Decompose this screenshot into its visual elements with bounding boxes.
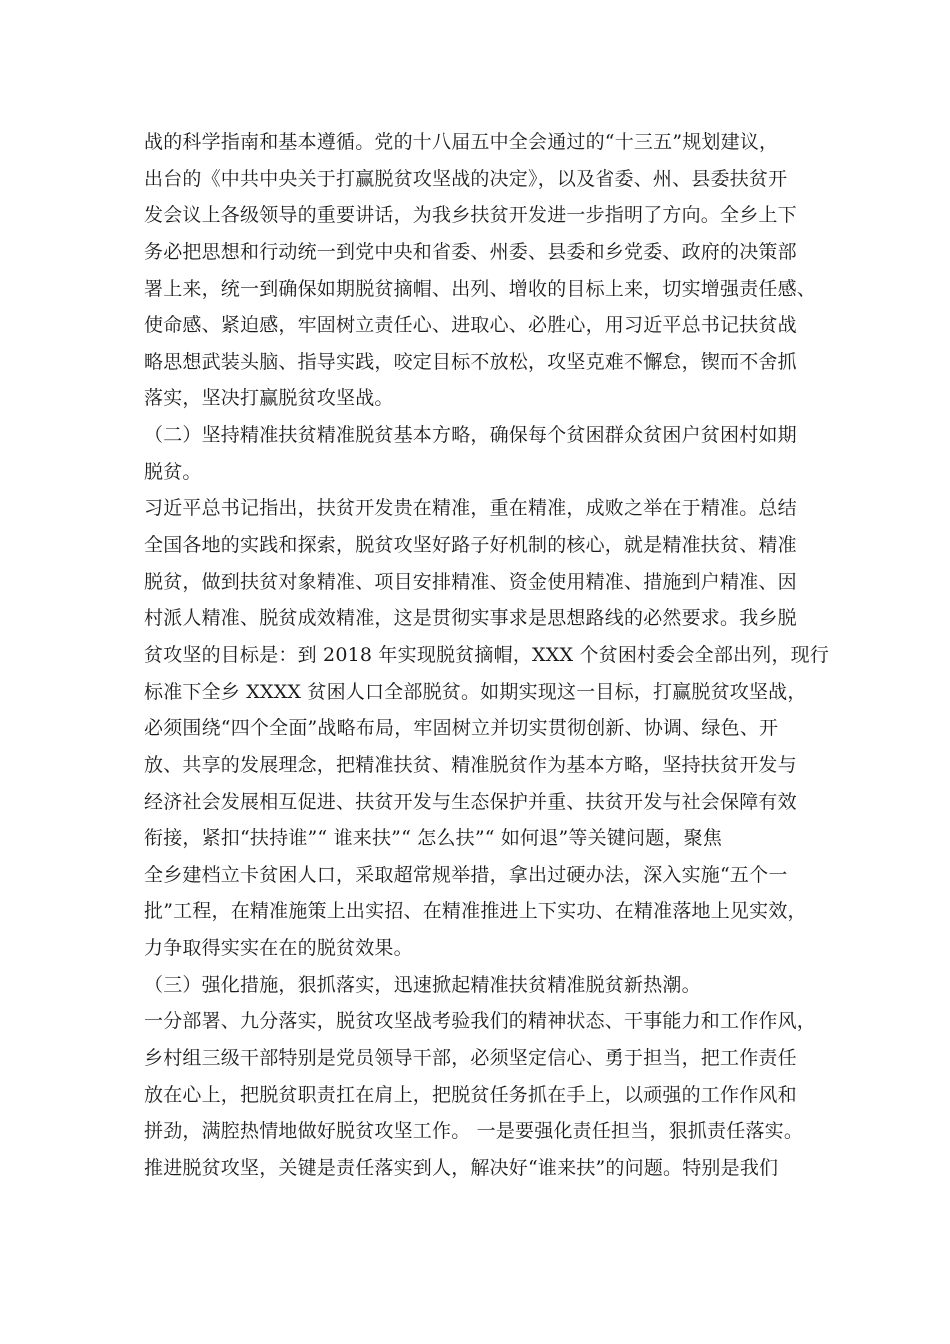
text-line: 衔接，紧扣“扶持谁”“ 谁来扶”“ 怎么扶”“ 如何退”等关键问题，聚焦: [144, 827, 723, 850]
text-line: 务必把思想和行动统一到党中央和省委、州委、县委和乡党委、政府的决策部: [144, 240, 797, 263]
text-line: 放、共享的发展理念，把精准扶贫、精准脱贫作为基本方略，坚持扶贫开发与: [144, 753, 797, 776]
text-line: 必须围绕“四个全面”战略布局，牢固树立并切实贯彻创新、协调、绿色、开: [144, 717, 779, 740]
text-line: 经济社会发展相互促进、扶贫开发与生态保护并重、扶贫开发与社会保障有效: [144, 790, 797, 813]
text-line: 脱贫，做到扶贫对象精准、项目安排精准、资金使用精准、措施到户精准、因: [144, 570, 797, 593]
text-line: 力争取得实实在在的脱贫效果。: [144, 937, 413, 960]
text-line: 使命感、紧迫感，牢固树立责任心、进取心、必胜心，用习近平总书记扶贫战: [144, 314, 797, 337]
text-line: 脱贫。: [144, 460, 202, 483]
text-line: 批”工程，在精准施策上出实招、在精准推进上下实功、在精准落地上见实效，: [144, 900, 807, 923]
text-line: 发会议上各级领导的重要讲话，为我乡扶贫开发进一步指明了方向。全乡上下: [144, 204, 797, 227]
text-line: 战的科学指南和基本遵循。党的十八届五中全会通过的“十三五”规划建议，: [144, 131, 779, 153]
text-line: （二）坚持精准扶贫精准脱贫基本方略，确保每个贫困群众贫困户贫困村如期: [144, 424, 797, 447]
text-line: 落实，坚决打赢脱贫攻坚战。: [144, 387, 394, 410]
text-line: 习近平总书记指出，扶贫开发贵在精准，重在精准，成败之举在于精准。总结: [144, 497, 797, 520]
text-line: 署上来，统一到确保如期脱贫摘帽、出列、增收的目标上来，切实增强责任感、: [144, 277, 817, 300]
text-line: 全乡建档立卡贫困人口，采取超常规举措，拿出过硬办法，深入实施“五个一: [144, 863, 788, 886]
text-line: 全国各地的实践和探索，脱贫攻坚好路子好机制的核心，就是精准扶贫、精准: [144, 534, 797, 557]
text-line: （三）强化措施，狠抓落实，迅速掀起精准扶贫精准脱贫新热潮。: [144, 973, 701, 996]
text-line: 拼劲，满腔热情地做好脱贫攻坚工作。 一是要强化责任担当，狠抓责任落实。: [144, 1120, 804, 1143]
text-line: 乡村组三级干部特别是党员领导干部，必须坚定信心、勇于担当，把工作责任: [144, 1047, 797, 1070]
text-line: 推进脱贫攻坚，关键是责任落实到人，解决好“谁来扶”的问题。特别是我们: [144, 1156, 779, 1179]
text-line: 出台的《中共中央关于打赢脱贫攻坚战的决定》，以及省委、州、县委扶贫开: [144, 167, 788, 190]
text-line: 略思想武装头脑、指导实践，咬定目标不放松，攻坚克难不懈怠，锲而不舍抓: [144, 350, 797, 373]
text-line: 放在心上，把脱贫职责扛在肩上，把脱贫任务抓在手上，以顽强的工作作风和: [144, 1083, 797, 1106]
text-line: 标准下全乡 XXXX 贫困人口全部脱贫。如期实现这一目标，打赢脱贫攻坚战，: [144, 680, 807, 703]
document-body: [144, 124, 834, 1187]
text-line: 村派人精准、脱贫成效精准，这是贯彻实事求是思想路线的必然要求。我乡脱: [144, 607, 797, 630]
text-line: 贫攻坚的目标是：到 2018 年实现脱贫摘帽，XXX 个贫困村委会全部出列，现行: [144, 643, 830, 666]
text-line: 一分部署、九分落实，脱贫攻坚战考验我们的精神状态、干事能力和工作作风，: [144, 1010, 817, 1033]
